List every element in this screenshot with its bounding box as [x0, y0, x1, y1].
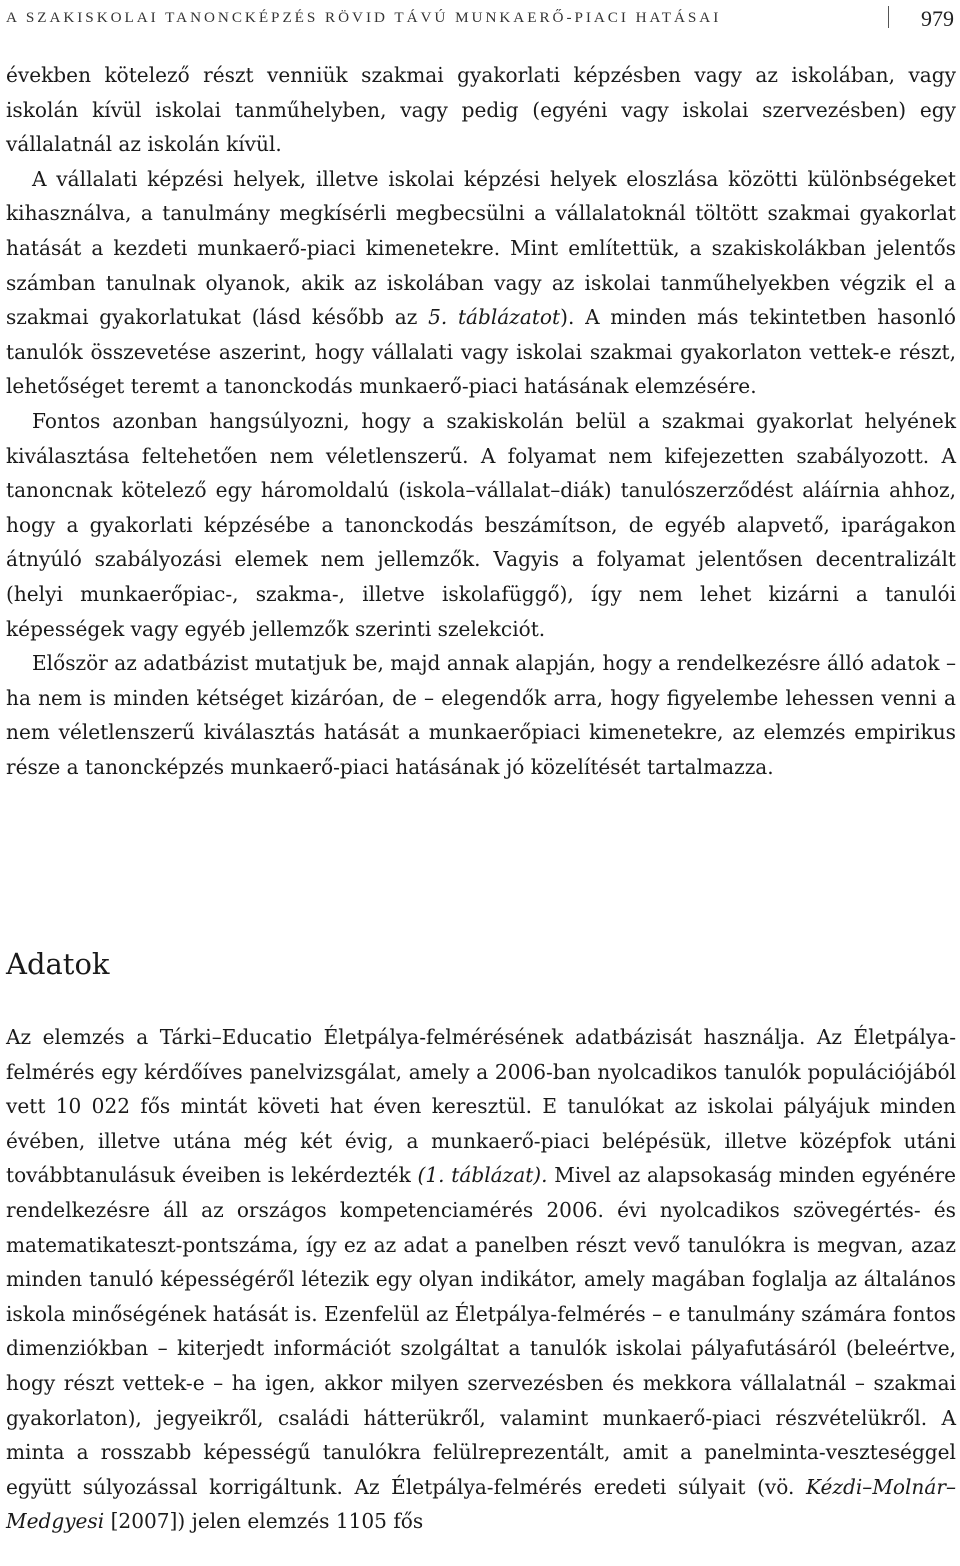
section-heading: Adatok: [6, 947, 110, 981]
paragraph-text: A vállalati képzési helyek, illetve iskolai képzési helyek eloszlása közötti különbségeket kihasználva, a tanulmány megkísérli megbecsülni a vállalatoknál töltött szakmai gyakorlat hatását a kezdeti munkaerő-piaci kimenetekre. Mint említettük, a szakiskolákban jelentős számban tanulnak olyanok, akik az iskolában vagy az iskolai tanműhelyekben végzik el a szakmai gyakorlatukat (lásd később az: [6, 166, 956, 330]
paragraph-selection: Fontos azonban hangsúlyozni, hogy a szakiskolán belül a szakmai gyakorlat helyének kiválasztása feltehetően nem véletlenszerű. A folyamat nem kifejezetten szabályozott. A tanoncnak kötelező egy háromoldalú (iskola–vállalat–diák) tanulószerződést aláírnia ahhoz, hogy a gyakorlati képzésébe a tanonckodás beszámítson, de egyéb alapvető, iparágakon átnyúló szabályozási elemek nem jellemzők. Vagyis a folyamat jelentősen decentralizált (helyi munkaerőpiac-, szakma-, illetve iskolafüggő), így nem lehet kizárni a tanulói képességek vagy egyéb jellemzők szerinti szelekciót.: [6, 408, 956, 641]
paragraph-continuation: években kötelező részt venniük szakmai gyakorlati képzésben vagy az iskolában, vagy iskolán kívül iskolai tanműhelyben, vagy pedig (egyéni vagy iskolai szervezésben) egy vállalatnál az iskolán kívül.: [6, 63, 956, 157]
running-header: [6, 4, 956, 34]
page-number: 979: [921, 6, 954, 31]
paragraph-methodology: [6, 162, 956, 404]
table-reference: 5. táblázatot: [428, 305, 561, 330]
paragraph-data-description: [6, 1020, 956, 1539]
running-title: A SZAKISKOLAI TANONCKÉPZÉS RÖVID TÁVÚ MUNKAERŐ-PIACI HATÁSAI: [6, 9, 722, 26]
table-reference: (1. táblázat).: [417, 1163, 548, 1188]
body-text: [6, 58, 956, 784]
paragraph-text: Az elemzés a Tárki–Educatio Életpálya-felmérésének adatbázisát használja. Az Életpálya-felmérés egy kérdőíves panelvizsgálat, amely a 2006-ban nyolcadikos tanulók populációjából vett 10 022 fős mintát követi hat éven keresztül. E tanulókat az iskolai pályájuk minden évében, illetve utána még két évig, a munkaerő-piaci belépésük, illetve középfok utáni továbbtanulásuk éveiben is lekérdezték: [6, 1025, 956, 1188]
paragraph-outline: Először az adatbázist mutatjuk be, majd annak alapján, hogy a rendelkezésre álló adatok – ha nem is minden kétséget kizáróan, de – elegendők arra, hogy figyelembe lehessen venni a nem véletlenszerű kiválasztás hatását a munkaerőpiaci kimenetekre, az elemzés empirikus része a tanoncképzés munkaerő-piaci hatásának jó közelítését tartalmazza.: [6, 651, 956, 779]
citation-authors: Kézdi–Molnár–Medgyesi: [6, 1474, 956, 1534]
section-body: [6, 1020, 956, 1539]
paragraph-text: ). A minden más tekintetben hasonló tanulók összevetése aszerint, hogy vállalati vagy iskolai szakmai gyakorlaton vettek-e részt, lehetőséget teremt a tanonckodás munkaerő-piaci hatásának elemzésére.: [6, 305, 956, 399]
header-divider: [888, 6, 889, 28]
paragraph-text: Mivel az alapsokaság minden egyénére rendelkezésre áll az országos kompetenciamérés 2006. évi nyolcadikos szövegértés- és matematikateszt-pontszáma, így ez az adat a panelben részt vevő tanulókra is megvan, azaz minden tanuló képességéről létezik egy olyan indikátor, amely magában foglalja az általános iskola minőségének hatását is. Ezenfelül az Életpálya-felmérés – e tanulmány számára fontos dimenziókban – kiterjedt információt szolgáltat a tanulók iskolai pályafutásáról (beleértve, hogy részt vettek-e – ha igen, akkor milyen szervezésben és mekkora vállalatnál – szakmai gyakorlaton), jegyeikről, családi hátterükről, valamint munkaerő-piaci részvételükről. A minta a rosszabb képességű tanulókra felülreprezentált, amit a panelminta-veszteséggel együtt súlyozással korrigáltunk. Az Életpálya-felmérés eredeti súlyait (vö.: [6, 1163, 956, 1499]
paragraph-text: [2007]) jelen elemzés 1105 fős: [104, 1509, 424, 1534]
